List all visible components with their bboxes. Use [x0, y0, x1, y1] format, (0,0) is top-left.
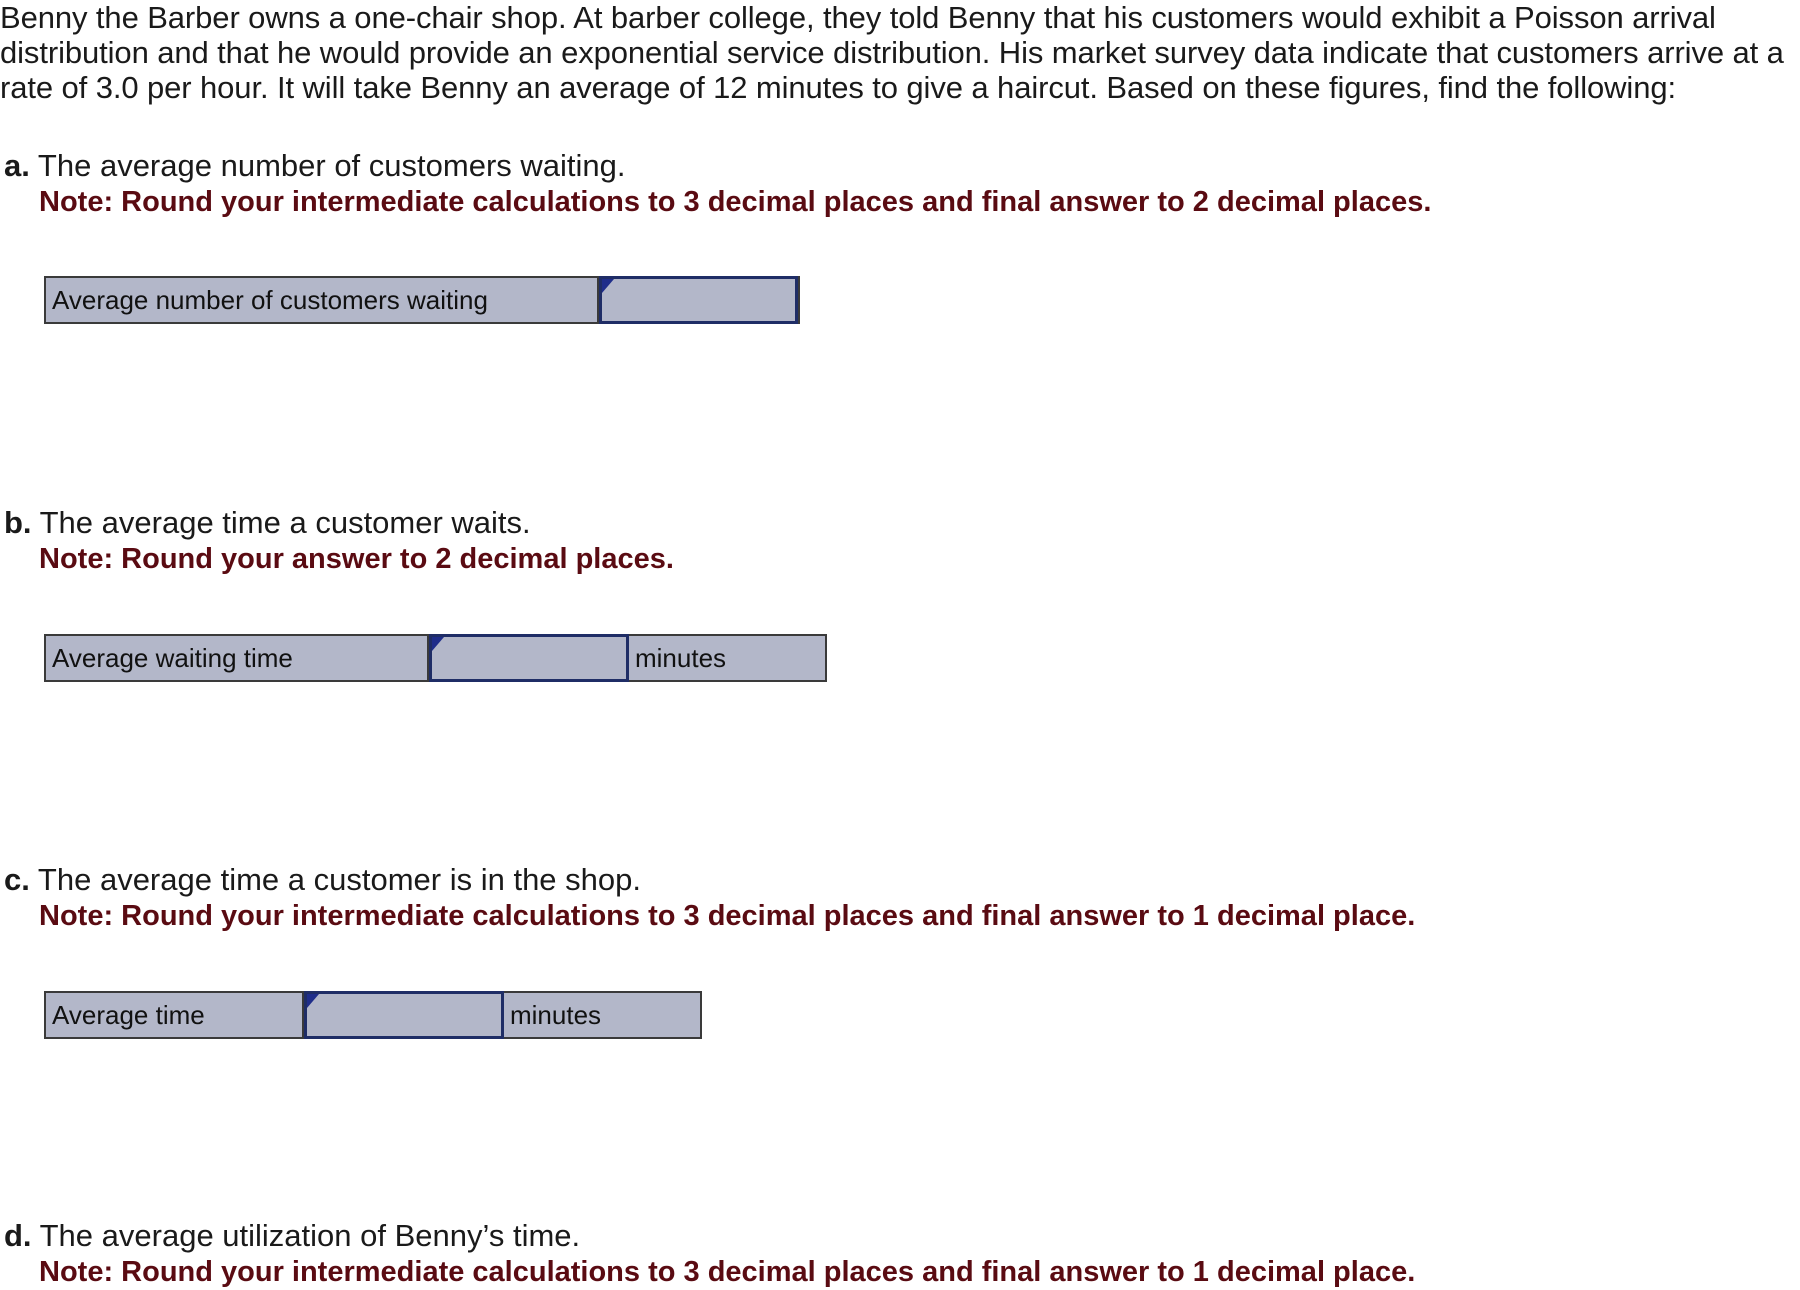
part-c-answer-row	[44, 991, 702, 1039]
part-a-answer-cell[interactable]	[599, 276, 798, 324]
part-c-letter: c.	[4, 862, 30, 897]
part-a-answer-row	[44, 276, 800, 324]
part-d-letter: d.	[4, 1218, 32, 1253]
part-b-answer-cell[interactable]	[429, 634, 629, 682]
part-c-note: Note: Round your intermediate calculations to 3 decimal places and final answer to 1 decimal place.	[39, 900, 1416, 932]
part-a-question	[4, 148, 1784, 184]
part-d-note: Note: Round your intermediate calculations to 3 decimal places and final answer to 1 decimal place.	[39, 1256, 1416, 1288]
part-c	[4, 862, 1784, 934]
part-a-answer-input[interactable]	[602, 279, 795, 321]
part-b-question-text: The average time a customer waits.	[39, 505, 531, 540]
part-d	[4, 1218, 1784, 1290]
part-b-answer-input[interactable]	[432, 637, 626, 679]
part-b-unit: minutes	[635, 642, 727, 673]
part-d-question	[4, 1218, 1784, 1254]
part-a-row-label: Average number of customers waiting	[46, 278, 599, 322]
part-c-unit: minutes	[510, 999, 602, 1030]
part-b-row-label: Average waiting time	[46, 636, 429, 680]
part-c-answer-input[interactable]	[307, 994, 501, 1036]
part-b-letter: b.	[4, 505, 32, 540]
part-b	[4, 505, 1784, 577]
part-b-note: Note: Round your answer to 2 decimal places.	[39, 543, 674, 575]
part-b-answer-row	[44, 634, 827, 682]
part-d-question-text: The average utilization of Benny’s time.	[39, 1218, 581, 1253]
part-b-question	[4, 505, 1784, 541]
part-a	[4, 148, 1784, 220]
part-c-question	[4, 862, 1784, 898]
part-c-row-label: Average time	[46, 993, 304, 1037]
part-a-question-text: The average number of customers waiting.	[37, 148, 626, 183]
part-c-question-text: The average time a customer is in the shop.	[37, 862, 641, 897]
part-c-answer-cell[interactable]	[304, 991, 504, 1039]
part-a-note: Note: Round your intermediate calculations to 3 decimal places and final answer to 2 decimal places.	[39, 186, 1432, 218]
part-a-letter: a.	[4, 148, 30, 183]
problem-intro: Benny the Barber owns a one-chair shop. At barber college, they told Benny that his customers would exhibit a Poisson arrival distribution and that he would provide an exponential service distribution. His market survey data indicate that customers arrive at a rate of 3.0 per hour. It will take Benny an average of 12 minutes to give a haircut. Based on these figures, find the following:	[0, 0, 1784, 105]
